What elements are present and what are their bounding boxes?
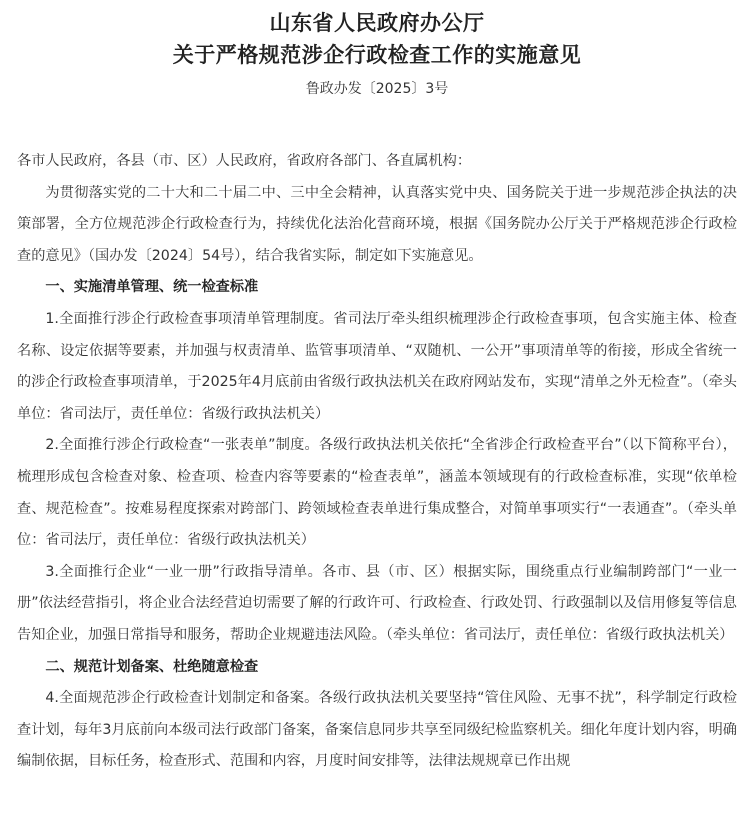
- section-2-heading: 二、规范计划备案、杜绝随意检查: [45, 658, 259, 675]
- section-1-item-2: 2.全面推行涉企行政检查“一张表单”制度。各级行政执法机关依托“全省涉企行政检查平台”（以下简称平台），梳理形成包含检查对象、检查项、检查内容等要素的“检查表单”，涵盖本领域现有的行政检查标准，实现“依单检查、规范检查”。按难易程度探索对跨部门、跨领域检查表单进行集成整合，对简单事项实行“一表通查”。（牵头单位：省司法厅，责任单位：省级行政执法机关）: [17, 437, 737, 549]
- section-1-item-1: 1.全面推行涉企行政检查事项清单管理制度。省司法厅牵头组织梳理涉企行政检查事项，包含实施主体、检查名称、设定依据等要素，并加强与权责清单、监管事项清单、“双随机、一公开”事项清单等的衔接，形成全省统一的涉企行政检查事项清单，于2025年4月底前由省级行政执法机关在政府网站发布，实现“清单之外无检查”。（牵头单位：省司法厅，责任单位：省级行政执法机关）: [17, 310, 737, 422]
- salutation: 各市人民政府，各县（市、区）人民政府，省政府各部门、各直属机构：: [17, 153, 472, 169]
- document-number: 鲁政办发〔2025〕3号: [305, 81, 449, 97]
- section-1-heading: 一、实施清单管理、统一检查标准: [45, 279, 259, 296]
- issuer-title: 山东省人民政府办公厅: [269, 11, 485, 35]
- section-2-item-4: 4.全面规范涉企行政检查计划制定和备案。各级行政执法机关要坚持“管住风险、无事不扰”，科学制定行政检查计划，每年3月底前向本级司法行政部门备案，备案信息同步共享至同级纪检监察机关。细化年度计划内容，明确编制依据，目标任务，检查形式、范围和内容，月度时间安排等，法律法规规章已作出规: [17, 690, 737, 770]
- document-title: 关于严格规范涉企行政检查工作的实施意见: [172, 43, 582, 67]
- document-body: [17, 146, 737, 778]
- intro-paragraph: 为贯彻落实党的二十大和二十届二中、三中全会精神，认真落实党中央、国务院关于进一步规范涉企执法的决策部署，全方位规范涉企行政检查行为，持续优化法治化营商环境，根据《国务院办公厅关于严格规范涉企行政检查的意见》（国办发〔2024〕54号），结合我省实际，制定如下实施意见。: [17, 184, 737, 264]
- section-1-item-3: 3.全面推行企业“一业一册”行政指导清单。各市、县（市、区）根据实际，围绕重点行业编制跨部门“一业一册”依法经营指引，将企业合法经营迫切需要了解的行政许可、行政检查、行政处罚、行政强制以及信用修复等信息告知企业，加强日常指导和服务，帮助企业规避违法风险。（牵头单位：省司法厅，责任单位：省级行政执法机关）: [17, 563, 737, 643]
